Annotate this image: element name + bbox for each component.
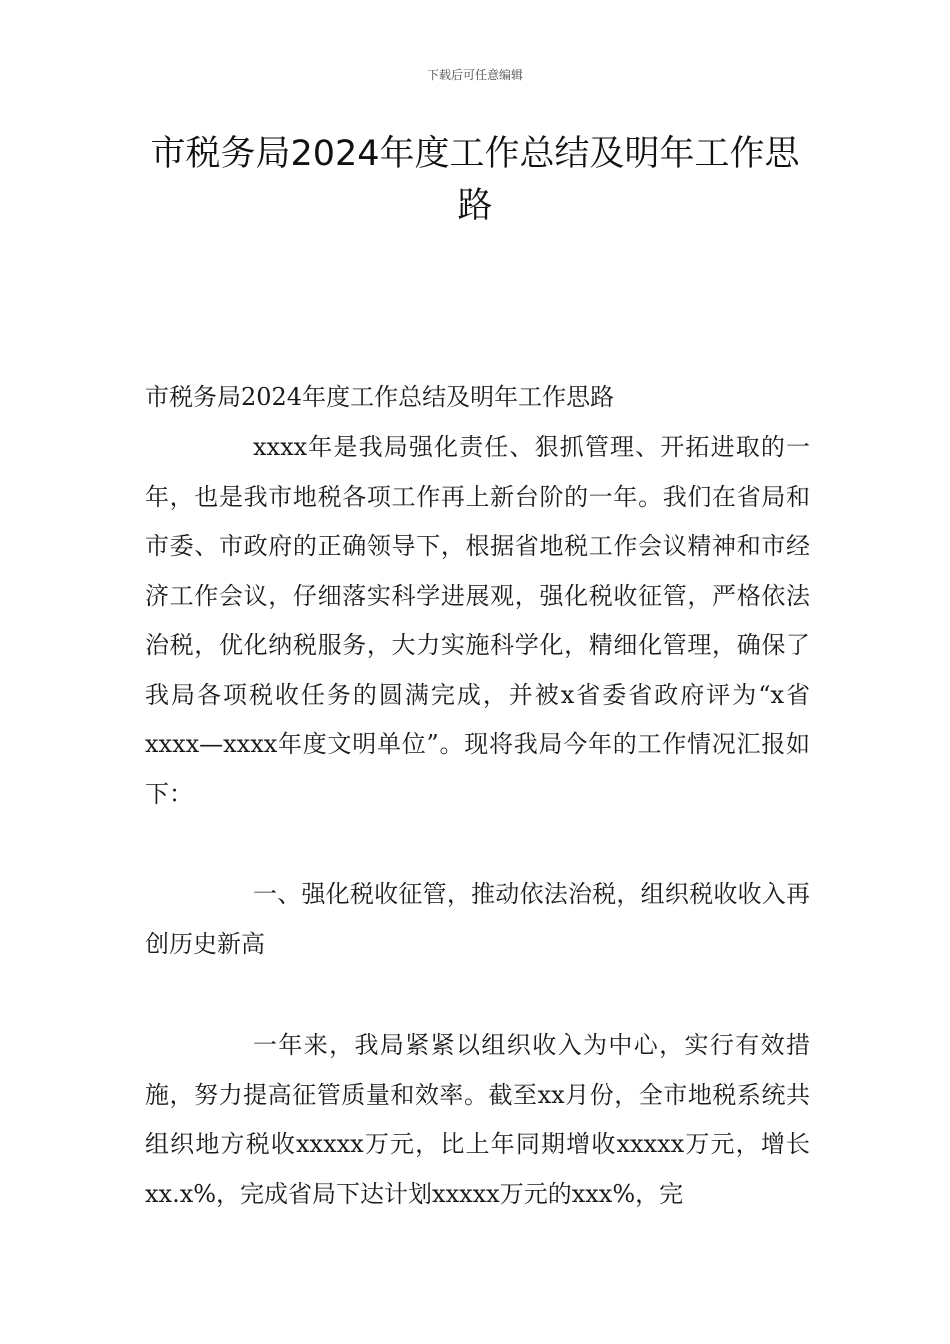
section-heading-1: 一、强化税收征管，推动依法治税，组织税收收入再创历史新高	[145, 880, 810, 958]
document-subtitle: 市税务局2024年度工作总结及明年工作思路	[145, 383, 615, 411]
paragraph-section-1: 一年来，我局紧紧以组织收入为中心，实行有效措施，努力提高征管质量和效率。截至xx月份，全市地税系统共组织地方税收xxxxx万元，比上年同期增收xxxxx万元，增长xx.x%，完成省局下达计划xxxxx万元的xxx%，完	[145, 1031, 810, 1208]
header-note: 下载后可任意编辑	[426, 68, 523, 82]
document-title: 市税务局2024年度工作总结及明年工作思路	[150, 134, 800, 226]
paragraph-intro: xxxx年是我局强化责任、狠抓管理、开拓进取的一年，也是我市地税各项工作再上新台阶的一年。我们在省局和市委、市政府的正确领导下，根据省地税工作会议精神和市经济工作会议，仔细落实科学进展观，强化税收征管，严格依法治税，优化纳税服务，大力实施科学化，精细化管理，确保了我局各项税收任务的圆满完成，并被x省委省政府评为“x省xxxx—xxxx年度文明单位”。现将我局今年的工作情况汇报如下：	[145, 433, 810, 808]
